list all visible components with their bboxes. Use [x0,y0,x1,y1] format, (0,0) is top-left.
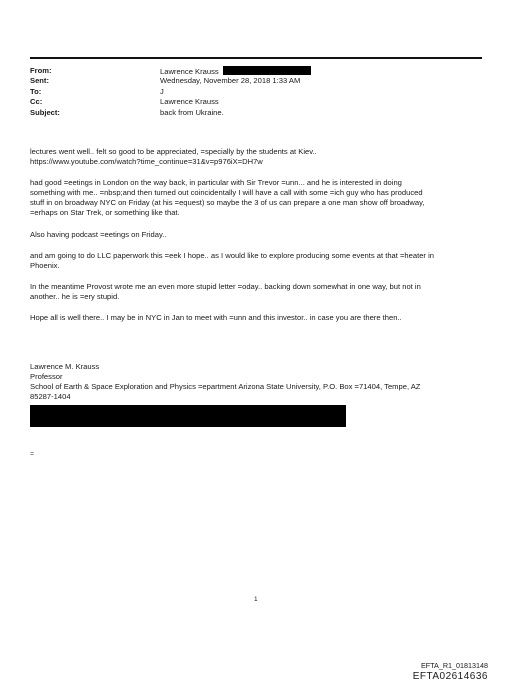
header-rule [30,57,482,59]
from-row [30,66,490,76]
from-label: From: [30,66,52,75]
redaction-block [30,405,346,427]
cc-label: Cc: [30,97,43,107]
bates-number-1: EFTA_R1_01813148 [421,661,488,670]
cc-row [30,97,490,107]
subject-label: Subject: [30,107,60,117]
signature-block: Lawrence M. Krauss Professor School of Earth & Space Exploration and Physics =epartment Arizona State University, P.O. Box =71404, Tempe, AZ 85287-1404 [30,362,421,402]
stray-mark: = [30,451,35,458]
body-paragraph-4: and am going to do LLC paperwork this =eek I hope.. as I would like to explore producing some events at that =heater in Phoenix. [30,250,434,270]
body-paragraph-2: had good =eetings in London on the way back, in particular with Sir Trevor =unn... and he is interested in doing something with me.. =nbsp;and then turned out coincidentally I will have a call with some =ich guy who has produced stuff in on broadway NYC on Friday (at his =equest) so maybe the 3 of us can prepare a one man show off broadway, =erhaps on Star Trek, or something like that. [30,178,425,218]
to-row [30,87,490,97]
body-paragraph-1: lectures went well.. felt so good to be appreciated, =specially by the students at Kiev.. https://www.youtube.com/watch?time_continue=31&v=p976iX=DH7w [30,147,317,167]
sent-label: Sent: [30,76,49,86]
email-header [30,66,490,118]
body-paragraph-5: In the meantime Provost wrote me an even more stupid letter =oday.. backing down somewhat in one way, but not in another.. he is =ery stupid. [30,281,421,301]
cc-value: Lawrence Krauss [160,97,219,107]
from-value: Lawrence Krauss [160,67,219,76]
to-label: To: [30,86,42,96]
sent-value: Wednesday, November 28, 2018 1:33 AM [160,76,301,86]
to-value: J [160,86,164,96]
subject-row [30,108,490,118]
body-paragraph-3: Also having podcast =eetings on Friday.. [30,229,167,239]
redaction-bar [223,66,311,75]
page-number: 1 [254,596,258,603]
email-body [30,147,490,334]
subject-value: back from Ukraine. [160,107,224,117]
bates-number-2: EFTA02614636 [412,671,488,682]
body-paragraph-6: Hope all is well there.. I may be in NYC in Jan to meet with =unn and this investor.. in case you are there then.. [30,313,402,323]
sent-row [30,76,490,86]
